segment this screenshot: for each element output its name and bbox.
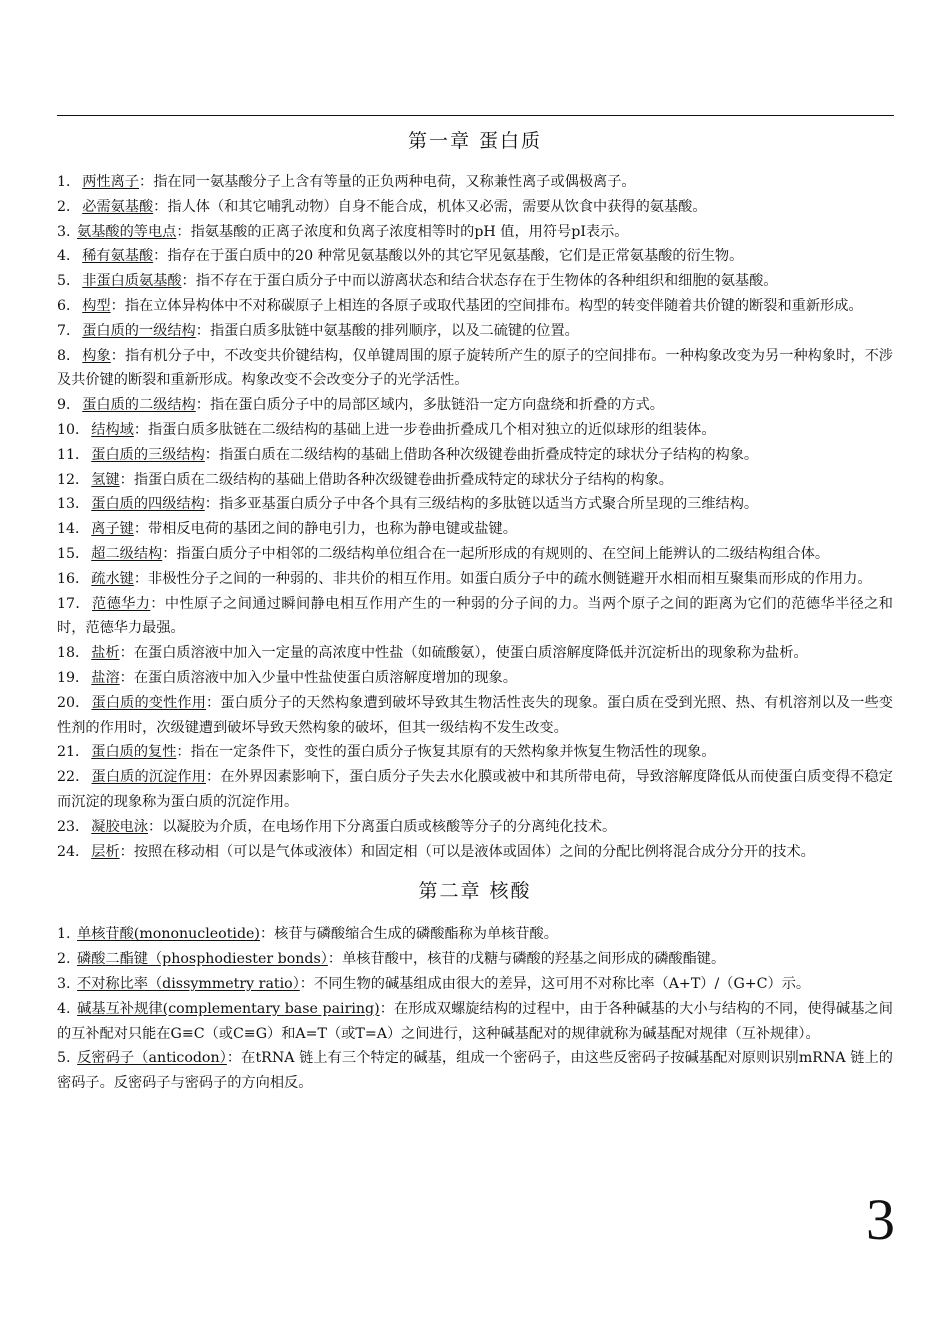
glossary-entry	[57, 170, 893, 195]
glossary-entry	[57, 592, 893, 642]
glossary-entry	[57, 641, 893, 666]
entry-definition: 指不存在于蛋白质分子中而以游离状态和结合状态存在于生物体的各种组织和细胞的氨基酸。	[195, 273, 778, 290]
entry-term: 非蛋白质氨基酸	[82, 273, 182, 290]
entry-term: 凝胶电泳	[91, 818, 149, 835]
glossary-entry	[57, 1046, 893, 1096]
entry-term: 单核苷酸(mononucleotide)	[77, 926, 260, 943]
glossary-entry	[57, 195, 893, 220]
entry-term: 稀有氨基酸	[82, 248, 154, 265]
entry-definition: 按照在移动相（可以是气体或液体）和固定相（可以是液体或固体）之间的分配比例将混合成分分开的技术。	[133, 843, 815, 860]
glossary-entry	[57, 517, 893, 542]
entry-separator: ：	[133, 421, 149, 438]
entry-separator: ：	[110, 297, 125, 314]
entry-separator: ：	[379, 1000, 394, 1017]
chapter-1-glossary	[57, 170, 893, 864]
entry-number: 5.	[57, 1050, 76, 1067]
entry-separator: ：	[226, 1050, 242, 1067]
glossary-entry	[57, 765, 893, 815]
glossary-entry	[57, 666, 893, 691]
entry-separator: ：	[176, 744, 191, 761]
page-number: 3	[866, 1187, 895, 1252]
entry-definition: 核苷与磷酸缩合生成的磷酸酯称为单核苷酸。	[274, 926, 558, 943]
entry-separator: ：	[133, 521, 149, 538]
entry-definition: 指蛋白质分子中相邻的二级结构单位组合在一起所形成的有规则的、在空间上能辨认的二级结构组合体。	[176, 545, 830, 562]
entry-definition: 蛋白质分子的天然构象遭到破坏导致其生物活性丧失的现象。蛋白质在受到光照、热、有机溶剂以及一些变性剂的作用时，次级键遭到破坏导致天然构象的破坏，但其一级结构不发生改变。	[57, 694, 893, 736]
glossary-entry	[57, 997, 893, 1047]
entry-definition: 不同生物的碱基组成由很大的差异，这可用不对称比率（A+T）/（G+C）示。	[314, 975, 811, 992]
entry-separator: ：	[110, 347, 125, 364]
entry-term: 碱基互补规律(complementary base pairing)	[77, 1000, 380, 1017]
entry-number: 20．	[57, 694, 90, 711]
entry-separator: ：	[206, 694, 221, 711]
entry-separator: ：	[259, 926, 275, 943]
entry-number: 3.	[57, 975, 76, 992]
glossary-entry	[57, 492, 893, 517]
chapter-2-glossary	[57, 922, 893, 1096]
header-rule	[57, 115, 894, 116]
entry-term: 两性离子	[82, 174, 139, 190]
entry-number: 17．	[57, 595, 91, 612]
entry-separator: ：	[206, 769, 221, 786]
entry-definition: 在蛋白质溶液中加入一定量的高浓度中性盐（如硫酸氨），使蛋白质溶解度降低并沉淀析出的现象称为盐析。	[133, 645, 808, 662]
entry-term: 盐溶	[91, 669, 120, 686]
entry-term: 盐析	[91, 645, 120, 662]
entry-separator: ：	[153, 248, 168, 265]
entry-separator: ：	[148, 818, 163, 835]
entry-number: 23．	[57, 818, 90, 835]
entry-number: 11．	[57, 446, 90, 463]
entry-term: 蛋白质的三级结构	[91, 446, 205, 463]
glossary-entry	[57, 220, 893, 245]
glossary-entry	[57, 443, 893, 468]
entry-number: 6．	[57, 297, 81, 314]
glossary-entry	[57, 947, 893, 972]
entry-number: 19．	[57, 669, 90, 686]
glossary-entry	[57, 567, 893, 592]
entry-definition: 指蛋白质多肽链在二级结构的基础上进一步卷曲折叠成几个相对独立的近似球形的组装体。	[148, 421, 716, 438]
entry-definition: 指在蛋白质分子中的局部区域内，多肽链沿一定方向盘绕和折叠的方式。	[209, 397, 664, 414]
entry-number: 18．	[57, 645, 90, 662]
glossary-entry	[57, 815, 893, 840]
entry-term: 层析	[91, 843, 120, 860]
entry-definition: 指多亚基蛋白质分子中各个具有三级结构的多肽链以适当方式聚合所呈现的三维结构。	[218, 496, 759, 513]
entry-term: 蛋白质的四级结构	[91, 496, 205, 513]
glossary-entry	[57, 691, 893, 741]
entry-number: 2.	[57, 951, 76, 968]
glossary-entry	[57, 269, 893, 294]
entry-separator: ：	[204, 446, 219, 463]
entry-number: 15．	[57, 545, 90, 562]
entry-separator: ：	[327, 951, 343, 968]
entry-separator: ：	[195, 397, 210, 414]
entry-term: 必需氨基酸	[82, 198, 154, 215]
entry-number: 4．	[57, 248, 81, 265]
entry-number: 14．	[57, 521, 90, 538]
entry-term: 构象	[82, 347, 111, 364]
entry-term: 蛋白质的沉淀作用	[91, 769, 207, 786]
document-page	[57, 118, 893, 1096]
entry-definition: 指在同一氨基酸分子上含有等量的正负两种电荷，又称兼性离子或偶极离子。	[153, 174, 636, 190]
entry-separator: ：	[150, 595, 165, 612]
entry-definition: 指在一定条件下，变性的蛋白质分子恢复其原有的天然构象并恢复生物活性的现象。	[190, 744, 716, 761]
entry-number: 13．	[57, 496, 90, 513]
entry-number: 9．	[57, 397, 81, 414]
entry-number: 7．	[57, 322, 81, 339]
entry-separator: ：	[153, 198, 168, 215]
entry-number: 16．	[57, 570, 90, 587]
entry-number: 3.	[57, 223, 76, 240]
entry-definition: 中性原子之间通过瞬间静电相互作用产生的一种弱的分子间的力。当两个原子之间的距离为它们的范德华半径之和时，范德华力最强。	[57, 595, 893, 637]
chapter-2-title: 第二章 核酸	[418, 880, 532, 903]
entry-term: 氢键	[91, 471, 120, 488]
glossary-entry	[57, 740, 893, 765]
entry-definition: 以凝胶为介质，在电场作用下分离蛋白质或核酸等分子的分离纯化技术。	[162, 818, 617, 835]
entry-definition: 单核苷酸中，核苷的戊糖与磷酸的羟基之间形成的磷酸酯键。	[342, 951, 726, 968]
entry-term: 结构域	[91, 421, 134, 438]
entry-separator: ：	[195, 322, 210, 339]
entry-separator: ：	[119, 471, 134, 488]
entry-definition: 指蛋白质在二级结构的基础上借助各种次级键卷曲折叠成特定的球状分子结构的构象。	[133, 471, 673, 488]
entry-separator: ：	[162, 545, 177, 562]
glossary-entry	[57, 244, 893, 269]
entry-term: 构型	[82, 297, 111, 314]
entry-separator: ：	[181, 273, 196, 290]
entry-definition: 非极性分子之间的一种弱的、非共价的相互作用。如蛋白质分子中的疏水侧链避开水相而相互聚集而形成的作用力。	[148, 570, 872, 587]
entry-separator: ：	[299, 975, 314, 992]
entry-separator: ：	[133, 570, 149, 587]
glossary-entry	[57, 319, 893, 344]
entry-separator: ：	[204, 496, 219, 513]
entry-number: 22．	[57, 769, 90, 786]
glossary-entry	[57, 840, 893, 865]
entry-definition: 带相反电荷的基团之间的静电引力，也称为静电键或盐键。	[148, 521, 517, 538]
entry-number: 12．	[57, 471, 90, 488]
entry-term: 蛋白质的二级结构	[82, 397, 196, 414]
chapter-1-title: 第一章 蛋白质	[407, 130, 543, 152]
entry-number: 2．	[57, 198, 81, 215]
entry-definition: 指存在于蛋白质中的20 种常见氨基酸以外的其它罕见氨基酸，它们是正常氨基酸的衍生物。	[167, 248, 744, 265]
entry-term: 离子键	[91, 521, 134, 538]
entry-separator: ：	[119, 645, 134, 662]
glossary-entry	[57, 393, 893, 418]
entry-term: 范德华力	[92, 595, 151, 612]
entry-term: 反密码子（anticodon）	[77, 1050, 227, 1067]
entry-number: 8．	[57, 347, 81, 364]
entry-number: 24．	[57, 843, 90, 860]
entry-number: 10．	[57, 421, 90, 438]
glossary-entry	[57, 468, 893, 493]
entry-definition: 在外界因素影响下，蛋白质分子失去水化膜或被中和其所带电荷，导致溶解度降低从而使蛋白质变得不稳定而沉淀的现象称为蛋白质的沉淀作用。	[57, 769, 893, 810]
entry-definition: 在形成双螺旋结构的过程中，由于各种碱基的大小与结构的不同，使得碱基之间的互补配对只能在G≡C（或C≡G）和A=T（或T=A）之间进行，这种碱基配对的规律就称为碱基配对规律（互补规律）。	[57, 1000, 893, 1042]
entry-term: 蛋白质的变性作用	[91, 694, 207, 711]
entry-number: 1．	[57, 174, 81, 190]
entry-term: 疏水键	[91, 570, 134, 587]
entry-separator: ：	[119, 843, 134, 860]
glossary-entry	[57, 922, 893, 947]
entry-number: 4.	[57, 1000, 76, 1017]
entry-term: 蛋白质的复性	[91, 744, 177, 761]
entry-definition: 指在立体异构体中不对称碳原子上相连的各原子或取代基团的空间排布。构型的转变伴随着共价键的断裂和重新形成。	[124, 297, 863, 314]
glossary-entry	[57, 344, 893, 394]
glossary-entry	[57, 542, 893, 567]
entry-definition: 指有机分子中，不改变共价键结构，仅单键周围的原子旋转所产生的原子的空间排布。一种构象改变为另一种构象时，不涉及共价键的断裂和重新形成。构象改变不会改变分子的光学活性。	[57, 347, 893, 389]
entry-definition: 指蛋白质多肽链中氨基酸的排列顺序，以及二硫键的位置。	[209, 322, 579, 339]
entry-definition: 指人体（和其它哺乳动物）自身不能合成，机体又必需，需要从饮食中获得的氨基酸。	[167, 198, 707, 215]
entry-term: 氨基酸的等电点	[77, 223, 177, 240]
entry-number: 21．	[57, 744, 90, 761]
entry-definition: 在tRNA 链上有三个特定的碱基，组成一个密码子，由这些反密码子按碱基配对原则识别mRNA 链上的密码子。反密码子与密码子的方向相反。	[57, 1050, 893, 1092]
entry-term: 蛋白质的一级结构	[82, 322, 196, 339]
entry-number: 5．	[57, 273, 81, 290]
glossary-entry	[57, 294, 893, 319]
entry-number: 1.	[57, 926, 76, 943]
glossary-entry	[57, 418, 893, 443]
entry-definition: 指氨基酸的正离子浓度和负离子浓度相等时的pH 值，用符号pI表示。	[190, 223, 629, 240]
entry-term: 不对称比率（dissymmetry ratio）	[77, 975, 300, 992]
glossary-entry	[57, 972, 893, 997]
entry-definition: 指蛋白质在二级结构的基础上借助各种次级键卷曲折叠成特定的球状分子结构的构象。	[218, 446, 759, 463]
entry-separator: ：	[176, 223, 191, 240]
entry-term: 磷酸二酯键（phosphodiester bonds）	[77, 951, 328, 968]
entry-term: 超二级结构	[91, 545, 163, 562]
entry-definition: 在蛋白质溶液中加入少量中性盐使蛋白质溶解度增加的现象。	[133, 669, 517, 686]
entry-separator: ：	[119, 669, 134, 686]
entry-separator: ：	[138, 174, 154, 190]
